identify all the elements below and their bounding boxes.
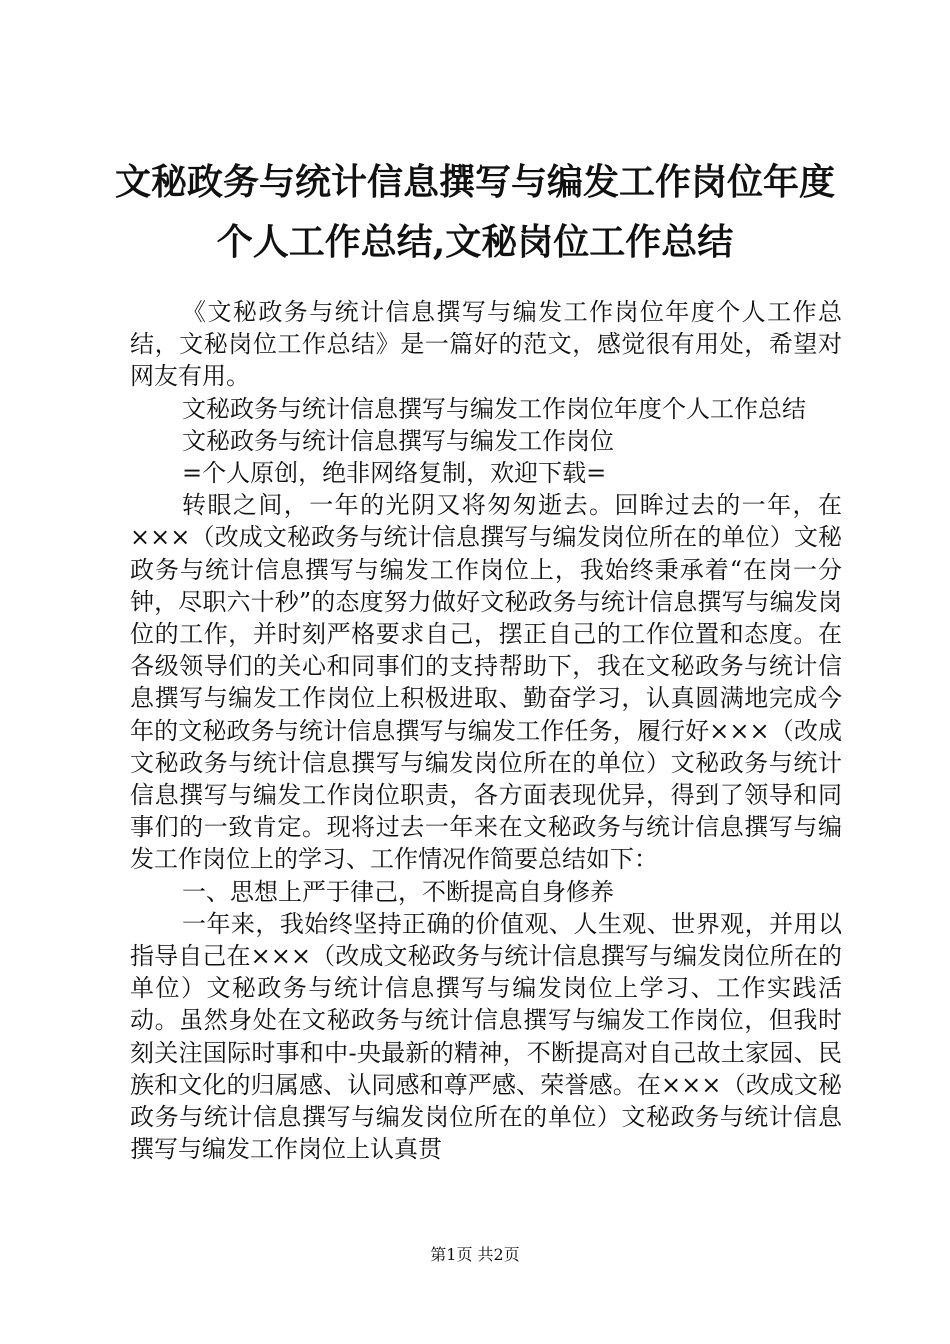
paragraph-notice: =个人原创，绝非网络复制，欢迎下载= <box>182 459 607 488</box>
document-title-line-2: 个人工作总结,文秘岗位工作总结 <box>216 221 734 263</box>
section-heading-1: 一、思想上严于律己，不断提高自身修养 <box>182 877 614 906</box>
document-title-line-1: 文秘政务与统计信息撰写与编发工作岗位年度 <box>114 161 835 203</box>
document-body <box>130 296 842 1165</box>
paragraph-opening: 转眼之间，一年的光阴又将匆匆逝去。回眸过去的一年，在×××（改成文秘政务与统计信息撰写与编发岗位所在的单位）文秘政务与统计信息撰写与编发工作岗位上，我始终秉承着“在岗一分钟，尽职六十秒”的态度努力做好文秘政务与统计信息撰写与编发岗位的工作，并时刻严格要求自己，摆正自己的工作位置和态度。在各级领导们的关心和同事们的支持帮助下，我在文秘政务与统计信息撰写与编发工作岗位上积极进取、勤奋学习，认真圆满地完成今年的文秘政务与统计信息撰写与编发工作任务，履行好×××（改成文秘政务与统计信息撰写与编发岗位所在的单位）文秘政务与统计信息撰写与编发工作岗位职责，各方面表现优异，得到了领导和同事们的一致肯定。现将过去一年来在文秘政务与统计信息撰写与编发工作岗位上的学习、工作情况作简要总结如下： <box>130 491 842 874</box>
paragraph-intro: 《文秘政务与统计信息撰写与编发工作岗位年度个人工作总结，文秘岗位工作总结》是一篇好的范文，感觉很有用处，希望对网友有用。 <box>130 298 842 391</box>
paragraph-section-1: 一年来，我始终坚持正确的价值观、人生观、世界观，并用以指导自己在×××（改成文秘政务与统计信息撰写与编发岗位所在的单位）文秘政务与统计信息撰写与编发岗位上学习、工作实践活动。虽然身处在文秘政务与统计信息撰写与编发工作岗位，但我时刻关注国际时事和中-央最新的精神，不断提高对自己故土家园、民族和文化的归属感、认同感和尊严感、荣誉感。在×××（改成文秘政务与统计信息撰写与编发岗位所在的单位）文秘政务与统计信息撰写与编发工作岗位上认真贯 <box>130 909 842 1164</box>
paragraph-subtitle: 文秘政务与统计信息撰写与编发工作岗位年度个人工作总结 <box>182 394 806 423</box>
page-number-footer: 第1页 共2页 <box>430 1245 520 1264</box>
paragraph-position-name: 文秘政务与统计信息撰写与编发工作岗位 <box>182 426 614 455</box>
